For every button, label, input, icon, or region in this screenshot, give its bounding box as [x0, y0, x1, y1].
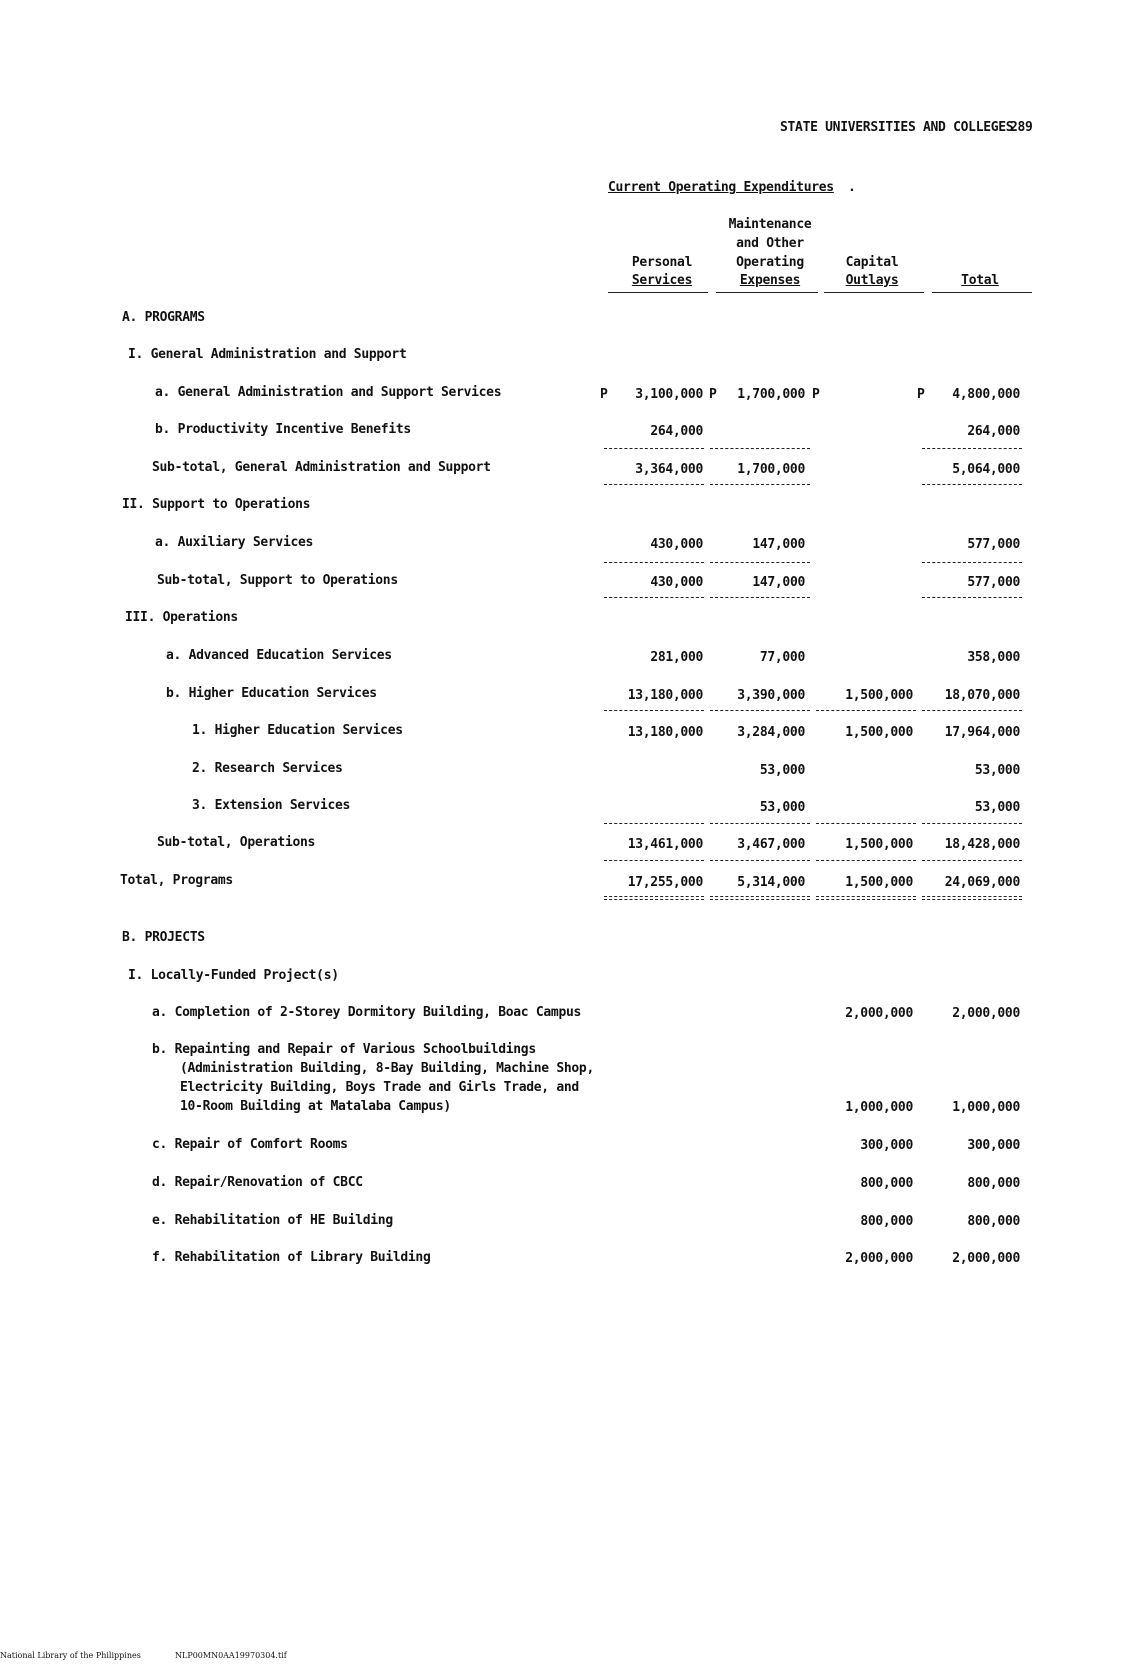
- cell-total: 17,964,000: [944, 725, 1020, 740]
- cell-capital: 1,500,000: [845, 688, 913, 703]
- mooe-heading-line4: Expenses: [739, 273, 801, 288]
- cell-mooe: 5,314,000: [737, 875, 805, 890]
- cell-mooe: 53,000: [759, 763, 805, 778]
- decorative-dot: .: [848, 180, 856, 195]
- cell-total: 5,064,000: [952, 462, 1020, 477]
- row-label: a. General Administration and Support Services: [155, 385, 502, 400]
- cell-total: 18,070,000: [944, 688, 1020, 703]
- currency-symbol: P: [917, 387, 925, 402]
- cell-mooe: 3,390,000: [737, 688, 805, 703]
- dashed-rule: [710, 823, 810, 824]
- scan-source-label: National Library of the Philippines: [0, 1651, 141, 1660]
- page-number: 289: [1010, 120, 1033, 135]
- cell-mooe: 77,000: [759, 650, 805, 665]
- dashed-rule: [604, 896, 704, 897]
- mooe-heading-line1: Maintenance: [728, 217, 812, 232]
- dashed-rule: [922, 448, 1022, 449]
- row-label: d. Repair/Renovation of CBCC: [152, 1175, 363, 1190]
- dashed-rule: [604, 562, 704, 563]
- cell-total: 1,000,000: [952, 1100, 1020, 1115]
- dashed-rule: [710, 710, 810, 711]
- cell-personal: 3,100,000: [635, 387, 703, 402]
- dashed-rule: [604, 899, 704, 900]
- cell-total: 2,000,000: [952, 1251, 1020, 1266]
- cell-total: 577,000: [967, 575, 1020, 590]
- cell-personal: 430,000: [650, 537, 703, 552]
- row-label: c. Repair of Comfort Rooms: [152, 1137, 348, 1152]
- cell-personal: 264,000: [650, 424, 703, 439]
- header-rule: [824, 292, 924, 293]
- mooe-heading-line3: Operating: [736, 255, 804, 270]
- dashed-rule: [710, 562, 810, 563]
- cell-personal: 13,180,000: [627, 725, 703, 740]
- capital-heading-line1: Capital: [845, 255, 899, 270]
- column-group-heading: Current Operating Expenditures: [608, 180, 834, 195]
- subtotal-label: Sub-total, Support to Operations: [157, 573, 398, 588]
- subtotal-label: Sub-total, General Administration and Support: [152, 460, 491, 475]
- row-label: 3. Extension Services: [192, 798, 351, 813]
- personal-heading-line2: Services: [631, 273, 693, 288]
- cell-capital: 1,500,000: [845, 875, 913, 890]
- cell-total: 18,428,000: [944, 837, 1020, 852]
- cell-personal: 430,000: [650, 575, 703, 590]
- cell-mooe: 53,000: [759, 800, 805, 815]
- cell-total: 53,000: [974, 800, 1020, 815]
- dashed-rule: [816, 899, 916, 900]
- dashed-rule: [710, 597, 810, 598]
- section-heading-projects: B. PROJECTS: [122, 930, 205, 945]
- header-rule: [608, 292, 708, 293]
- total-programs-label: Total, Programs: [120, 873, 233, 888]
- cell-capital: 800,000: [860, 1214, 913, 1229]
- dashed-rule: [604, 597, 704, 598]
- cell-capital: 800,000: [860, 1176, 913, 1191]
- dashed-rule: [816, 710, 916, 711]
- lfp-heading: I. Locally-Funded Project(s): [128, 968, 339, 983]
- dashed-rule: [922, 710, 1022, 711]
- row-label: b. Productivity Incentive Benefits: [155, 422, 411, 437]
- row-label: a. Completion of 2-Storey Dormitory Building, Boac Campus: [152, 1005, 582, 1020]
- cell-total: 800,000: [967, 1214, 1020, 1229]
- cell-personal: 3,364,000: [635, 462, 703, 477]
- currency-symbol: P: [600, 387, 608, 402]
- cell-total: 24,069,000: [944, 875, 1020, 890]
- cell-capital: 2,000,000: [845, 1251, 913, 1266]
- row-label: b. Higher Education Services: [166, 686, 377, 701]
- dashed-rule: [922, 484, 1022, 485]
- total-heading: Total: [961, 273, 999, 288]
- dashed-rule: [922, 860, 1022, 861]
- row-label-continued: 10-Room Building at Matalaba Campus): [180, 1099, 451, 1114]
- cell-mooe: 147,000: [752, 575, 805, 590]
- sto-heading: II. Support to Operations: [122, 497, 311, 512]
- cell-mooe: 1,700,000: [737, 387, 805, 402]
- dashed-rule: [816, 896, 916, 897]
- dashed-rule: [816, 823, 916, 824]
- cell-total: 300,000: [967, 1138, 1020, 1153]
- header-rule: [716, 292, 818, 293]
- dashed-rule: [710, 860, 810, 861]
- row-label: a. Advanced Education Services: [166, 648, 392, 663]
- cell-personal: 17,255,000: [627, 875, 703, 890]
- dashed-rule: [922, 823, 1022, 824]
- scan-filename: NLP00MN0AA19970304.tif: [175, 1651, 287, 1660]
- dashed-rule: [604, 823, 704, 824]
- cell-mooe: 1,700,000: [737, 462, 805, 477]
- dashed-rule: [604, 860, 704, 861]
- currency-symbol: P: [812, 387, 820, 402]
- row-label: 2. Research Services: [192, 761, 343, 776]
- gas-heading: I. General Administration and Support: [128, 347, 407, 362]
- cell-personal: 281,000: [650, 650, 703, 665]
- cell-total: 800,000: [967, 1176, 1020, 1191]
- cell-mooe: 147,000: [752, 537, 805, 552]
- row-label-continued: (Administration Building, 8-Bay Building, Machine Shop,: [180, 1061, 594, 1076]
- cell-capital: 300,000: [860, 1138, 913, 1153]
- dashed-rule: [922, 896, 1022, 897]
- dashed-rule: [604, 448, 704, 449]
- dashed-rule: [604, 710, 704, 711]
- row-label: 1. Higher Education Services: [192, 723, 403, 738]
- dashed-rule: [922, 562, 1022, 563]
- header-rule: [932, 292, 1032, 293]
- running-title: STATE UNIVERSITIES AND COLLEGES: [780, 120, 1014, 135]
- row-label: a. Auxiliary Services: [155, 535, 314, 550]
- cell-capital: 1,500,000: [845, 837, 913, 852]
- currency-symbol: P: [709, 387, 717, 402]
- cell-capital: 1,500,000: [845, 725, 913, 740]
- dashed-rule: [710, 896, 810, 897]
- section-heading-programs: A. PROGRAMS: [122, 310, 205, 325]
- dashed-rule: [710, 448, 810, 449]
- cell-personal: 13,461,000: [627, 837, 703, 852]
- cell-total: 53,000: [974, 763, 1020, 778]
- cell-mooe: 3,467,000: [737, 837, 805, 852]
- personal-heading-line1: Personal: [631, 255, 693, 270]
- dashed-rule: [816, 860, 916, 861]
- cell-capital: 2,000,000: [845, 1006, 913, 1021]
- mooe-heading-line2: and Other: [736, 236, 804, 251]
- ops-heading: III. Operations: [125, 610, 238, 625]
- dashed-rule: [710, 484, 810, 485]
- dashed-rule: [922, 597, 1022, 598]
- cell-total: 2,000,000: [952, 1006, 1020, 1021]
- cell-mooe: 3,284,000: [737, 725, 805, 740]
- cell-total: 264,000: [967, 424, 1020, 439]
- subtotal-label: Sub-total, Operations: [157, 835, 316, 850]
- dashed-rule: [922, 899, 1022, 900]
- cell-total: 4,800,000: [952, 387, 1020, 402]
- dashed-rule: [604, 484, 704, 485]
- cell-personal: 13,180,000: [627, 688, 703, 703]
- capital-heading-line2: Outlays: [845, 273, 899, 288]
- cell-total: 577,000: [967, 537, 1020, 552]
- row-label: e. Rehabilitation of HE Building: [152, 1213, 393, 1228]
- dashed-rule: [710, 899, 810, 900]
- row-label: b. Repainting and Repair of Various Schoolbuildings: [152, 1042, 536, 1057]
- cell-total: 358,000: [967, 650, 1020, 665]
- row-label-continued: Electricity Building, Boys Trade and Girls Trade, and: [180, 1080, 579, 1095]
- cell-capital: 1,000,000: [845, 1100, 913, 1115]
- row-label: f. Rehabilitation of Library Building: [152, 1250, 431, 1265]
